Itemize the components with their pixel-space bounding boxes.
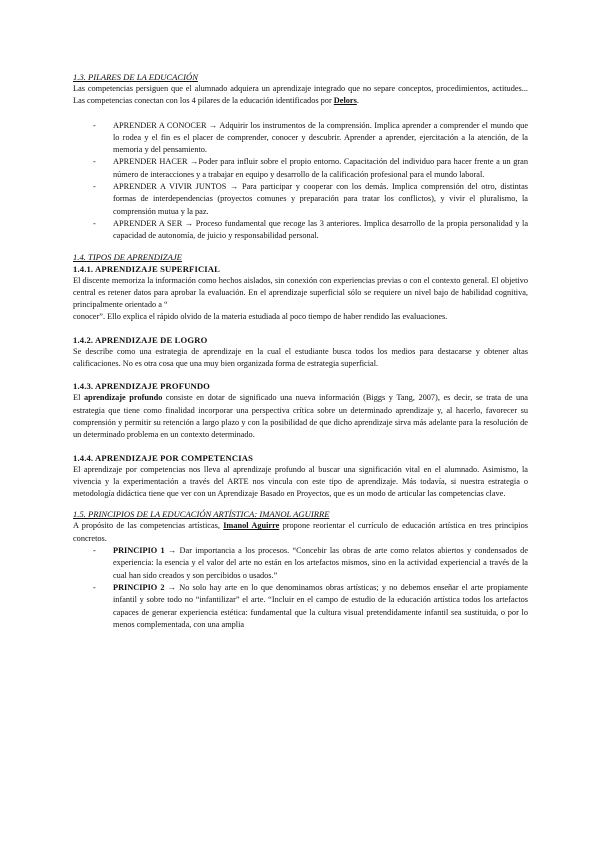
author-imanol-aguirre: Imanol Aguirre xyxy=(223,521,280,531)
dash-icon: - xyxy=(93,546,96,556)
paragraph-logro: Se describe como una estrategia de aprendizaje en la cual el estudiante busca todos los medios para destacarse y obtener altas calificaciones. No es otra cosa que una muy bien organizada forma de estrategia superficial. xyxy=(73,346,528,369)
principio-text: → No solo hay arte en lo que denominamos obras artísticas; y no debemos enseñar el arte propiamente infantil y sobre todo no “infantilizar” el arte. “Incluir en el campo de estudio de la educación artística todos los artefactos capaces de generar experiencia estética: fundamental que la cultura visual pretendidamente infantil sea sustituida, o por lo menos complementada, con una amplia xyxy=(113,582,528,629)
bullet-aprender-vivir-juntos xyxy=(73,181,528,218)
subheading-1-4-2: 1.4.2. APRENDIZAJE DE LOGRO xyxy=(73,334,208,345)
principio-text: → Dar importancia a los procesos. “Concebir las obras de arte como relatos abiertos y condensados de experiencia: la esencia y el valor del arte no están en los artefactos mismos, sino en la actividad experiencial a través de la cual han sido creados y son percibidos o usados.” xyxy=(113,546,528,580)
dash-icon: - xyxy=(93,182,96,192)
aguirre-pre: A propósito de las competencias artísticas, xyxy=(73,521,224,531)
bullet-text: APRENDER A CONOCER → Adquirir los instrumentos de la comprensión. Implica aprender a comprender el mundo que lo rodea y el fin es el placer de comprender, conocer y descubrir. Aprender a aprender, ejercitación a la atención, de la memoria y del pensamiento. xyxy=(113,120,528,155)
author-delors: Delors xyxy=(333,96,357,106)
paragraph-competencias: El aprendizaje por competencias nos lleva al aprendizaje profundo al buscar una significación vital en el alumnado. Asimismo, la vivencia y la experimentación a través del ARTE nos vincula con este tipo de aprendizaje. Más todavía, si nuestra estrategia o metodología didáctica tiene que ver con un Aprendizaje Basado en Proyectos, que es un modo de articular las competencias clave. xyxy=(73,464,528,499)
paragraph-superficial-cont: conocer”. Ello explica el rápido olvido de la materia estudiada al poco tiempo de haber rendido las evaluaciones. xyxy=(73,312,448,322)
paragraph-profundo xyxy=(73,392,528,441)
section-heading-1-4: 1.4. TIPOS DE APRENDIZAJE xyxy=(73,251,182,262)
bullet-text: APRENDER A VIVIR JUNTOS → Para participar y cooperar con los demás. Implica comprensión del otro, distintas formas de interdependencias (proyectos comunes y preparación para tratar los conflictos), y vivir el pluralismo, la comprensión mutua y la paz. xyxy=(113,182,528,216)
subheading-1-4-1: 1.4.1. APRENDIZAJE SUPERFICIAL xyxy=(73,263,221,274)
paragraph-aguirre-intro xyxy=(73,520,528,545)
principio-label: PRINCIPIO 1 xyxy=(113,546,165,556)
bullet-principio-2 xyxy=(73,582,528,631)
dash-icon: - xyxy=(93,582,96,592)
bullet-text: APRENDER HACER →Poder para influir sobre el propio entorno. Capacitación del individuo para hacer frente a un gran número de interacciones y a trabajar en equipo y desarrollo de la calificación profesional para el mundo laboral. xyxy=(113,157,528,179)
principio-label: PRINCIPIO 2 xyxy=(113,582,165,592)
profundo-post: consiste en dotar de significado una nueva información (Biggs y Tang, 2007), es decir, se trata de una estrategia que tiene como finalidad incorporar una perspectiva crítica sobre un determinado aprendizaje y, al hacerlo, favorecer su comprensión y permitir su retención a largo plazo y con la posibilidad de que dicho aprendizaje sirva más adelante para la resolución de un determinado problema en un contexto determinado. xyxy=(73,393,528,440)
bullet-principio-1 xyxy=(73,545,528,582)
bullet-aprender-hacer xyxy=(73,156,528,181)
subheading-1-4-4: 1.4.4. APRENDIZAJE POR COMPETENCIAS xyxy=(73,452,254,463)
profundo-pre: El xyxy=(73,393,84,403)
bullet-aprender-conocer xyxy=(73,120,528,157)
dash-icon: - xyxy=(93,157,96,167)
intro-text: Las competencias persiguen que el alumnado adquiera un aprendizaje integrado que no separe conceptos, procedimientos, actitudes... Las competencias conectan con los 4 pilares de la educación identificados por xyxy=(73,84,528,106)
intro-end: . xyxy=(356,96,359,106)
subheading-1-4-3: 1.4.3. APRENDIZAJE PROFUNDO xyxy=(73,381,211,392)
bullet-text: APRENDER A SER → Proceso fundamental que recoge las 3 anteriores. Implica desarrollo de la propia personalidad y la capacidad de autonomía, de juicio y responsabilidad personal. xyxy=(113,218,528,241)
paragraph-pilares-intro xyxy=(73,83,528,108)
dash-icon: - xyxy=(93,218,96,228)
section-heading-1-5: 1.5. PRINCIPIOS DE LA EDUCACIÓN ARTÍSTICA: IMANOL AGUIRRE xyxy=(73,509,330,520)
dash-icon: - xyxy=(93,120,96,130)
aguirre-post: propone reorientar el currículo de educación artística en tres principios concretos. xyxy=(73,521,528,543)
document-body xyxy=(73,71,528,631)
profundo-bold-term: aprendizaje profundo xyxy=(83,393,163,403)
section-heading-1-3: 1.3. PILARES DE LA EDUCACIÓN xyxy=(73,72,198,82)
bullet-aprender-ser xyxy=(73,218,528,243)
paragraph-superficial: El discente memoriza la información como hechos aislados, sin conexión con experiencias previas o con el contexto general. El objetivo central es retener datos para aprobar la evaluación. En el aprendizaje superficial sólo se requiere un nivel bajo de habilidad cognitiva, principalmente orientado a “ xyxy=(73,275,528,310)
